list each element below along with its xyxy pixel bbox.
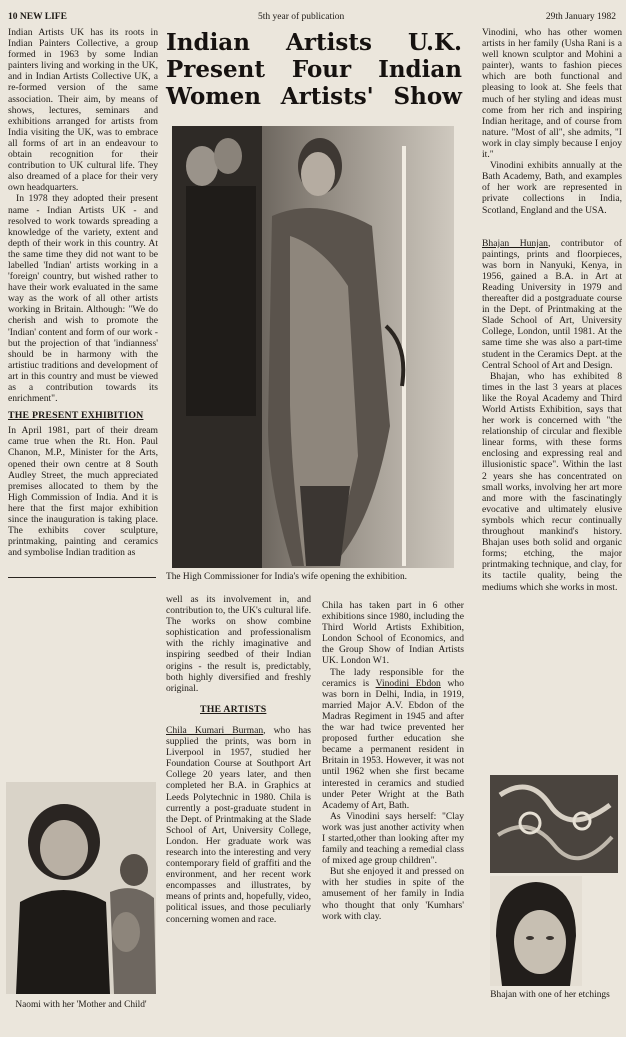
bhajan-portrait-image	[490, 876, 582, 986]
bhajan-bio: , contributor of paintings, prints and floorpieces, was born in Nanyuki, Kenya, in 1956, gained a B.A. in Art at Reading University in 1979 and thereafter did a postgraduate course in the Dept. of Printmaking at the Slade School of Art, University College, London, until 1981. At the same time she was also a part-time student in the Ceramics Dept. at the Central School of Art and Design.	[482, 237, 622, 371]
vinodini-paragraph	[322, 667, 464, 811]
artist-name-bhajan: Bhajan Hunjan	[482, 237, 548, 249]
chila-paragraph	[166, 725, 311, 925]
intro-continued-paragraph: well as its involvement in, and contribution to, the UK's cultural life. The works on show combine sophistication and professionalism with the richly imaginative and inspiring seedbed of their Indian origins - the result is, predictably, both highly diversified and freshly original.	[166, 594, 311, 694]
etching-image	[490, 775, 618, 873]
vinodini-continued-paragraph: Vinodini, who has other women artists in her family (Usha Rani is a well known sculptor and Mohini a painter), wants to fashion pieces which are both functional and pleasing to look at. She feels that much of her styling and ideas must come from her rich and inspiring Indian heritage, and of course from nature. "Most of all", she admits, "I work in clay simply because I enjoy it."	[482, 27, 622, 161]
issue-date: 29th January 1982	[545, 12, 616, 22]
subhead-present-exhibition: THE PRESENT EXHIBITION	[8, 410, 144, 422]
bhajan-portrait-photo	[490, 876, 582, 986]
bhajan-photo-caption: Bhajan with one of her etchings	[490, 990, 610, 1000]
chila-bio: , who has supplied the prints, was born in Liverpool in 1957, studied her Foundation Course at Southport Art College 20 years later, and then completed her B.A. in Graphics at Leeds Polytechnic in 1980. Chila is currently a post-graduate student in the Dept. of Printmaking at the Slade School of Art, University College, London. Her graduate work was research into the interesting and very contemporary field of graffiti and the environment, and her recent work encompasses and illustrates, by means of prints and, hopefully, video, political issues, and those peculiarly concerning women and race.	[166, 724, 311, 925]
exhibition-paragraph: In April 1981, part of their dream came true when the Rt. Hon. Paul Chanon, M.P., Minister for the Arts, opened their own centre at 8 South Audley Street, the much appreciated premises allocated to them by the High Commission of India. And it is here that the first major exhibition since the inauguration is taking place. The exhibits cover sculpture, printmaking, painting and ceramics and symbolise Indian tradition as	[8, 425, 158, 559]
headline-line-1: Indian Artists U.K.	[166, 29, 462, 56]
vinodini-exhibits-paragraph: Vinodini exhibits annually at the Bath Academy, Bath, and examples of her work are represented in private collections in India, Scotland, England and the USA.	[482, 160, 622, 216]
naomi-photo-image	[6, 782, 156, 994]
third-column	[322, 600, 464, 922]
vinodini-family-paragraph: But she enjoyed it and pressed on with her studies in spite of the amusement of her family in India who thought that only 'Kumhars' work with clay.	[322, 866, 464, 922]
bhajan-work-paragraph: Bhajan, who has exhibited 8 times in the last 3 years at places like the Royal Academy and Third World Artists Exhibition, says that her work is concerned with "the relationship of circular and flexible linear forms, with these forms enclosing and expressing real and illusionistic space". Within the last 2 years she has concentrated on small works, involving her art more and more with the fascinatingly evocative and ultimately elusive symbols which recur continually throughout mankind's history. Bhajan uses both solid and organic forms; etching, the major printmaking technique, and clay, for its tactile quality, being the mediums which she works in most.	[482, 370, 622, 593]
left-column	[8, 27, 158, 558]
naomi-photo-caption: Naomi with her 'Mother and Child'	[15, 1000, 147, 1010]
main-photo-caption: The High Commissioner for India's wife opening the exhibition.	[166, 572, 407, 582]
vinodini-bio: who was born in Delhi, India, in 1919, married Major A.V. Ebdon of the Madras Regiment in 1945 and after the war had twice prevented her proposed further education she became a permanent resident in Britain in 1953. However, it was not until 1962 when she first became interested in ceramics and studied under Peter Wright at the Bath Academy of Art, Bath.	[322, 677, 465, 811]
artist-name-vinodini: Vinodini Ebdon	[375, 677, 441, 689]
chila-exhibitions-paragraph: Chila has taken part in 6 other exhibitions since 1980, including the Third World Artists Exhibition, London School of Economics, and the Group Show of Indian Artists UK. London W1.	[322, 600, 464, 667]
naomi-photo	[6, 782, 156, 994]
vinodini-quote-paragraph: As Vinodini says herself: "Clay work was just another activity when I started,other than looking after my family and teaching a remedial class of mixed age group children".	[322, 810, 464, 867]
main-photo	[172, 126, 454, 568]
headline-line-3: Women Artists' Show	[166, 83, 462, 110]
right-column	[482, 27, 622, 593]
artist-name-chila: Chila Kumari Burman	[166, 724, 264, 736]
middle-column	[166, 594, 311, 925]
edition-label: 5th year of publication	[258, 12, 345, 22]
vinodini-intro: The lady responsible for the ceramics is	[322, 666, 464, 689]
page-section-label: 10 NEW LIFE	[8, 12, 67, 22]
subhead-the-artists: THE ARTISTS	[200, 703, 267, 715]
intro-paragraph: Indian Artists UK has its roots in Indian Painters Collective, a group formed in 1963 by some Indian painters living and working in the UK, and in Indian Artists Collective UK, a re-formed version of the same association. Their aim, by means of shows, lectures, seminars and exhibitions arranged for artists from India visiting the UK, was to embrace all forms of art in an endeavour to obtain recognition for their contribution to UK cultural life. They also dreamed of a place for their very own headquarters.	[8, 27, 158, 194]
column-rule	[8, 577, 156, 578]
headline	[166, 29, 462, 110]
headline-line-2: Present Four Indian	[166, 56, 462, 83]
main-photo-image	[172, 126, 454, 568]
history-paragraph: In 1978 they adopted their present name - Indian Artists UK - and resolved to work towards spreading a knowledge of the variety, extent and depth of their work in this country. At the same time they did not want to be labelled 'Indian' artists working in a 'foreign' country, but wished rather to have their work evaluated in the same way as the work of all other artists working in Britain. Although: "We do cherish and wish to promote the 'Indian' content and form of our work - but the projection of that 'indianness' should be in harmony with the artistiuc traditions and development of art in this country and must be viewed as a contribution towards its enrichment".	[8, 193, 158, 405]
bhajan-paragraph	[482, 238, 622, 371]
bhajan-etching-photo	[490, 775, 618, 873]
